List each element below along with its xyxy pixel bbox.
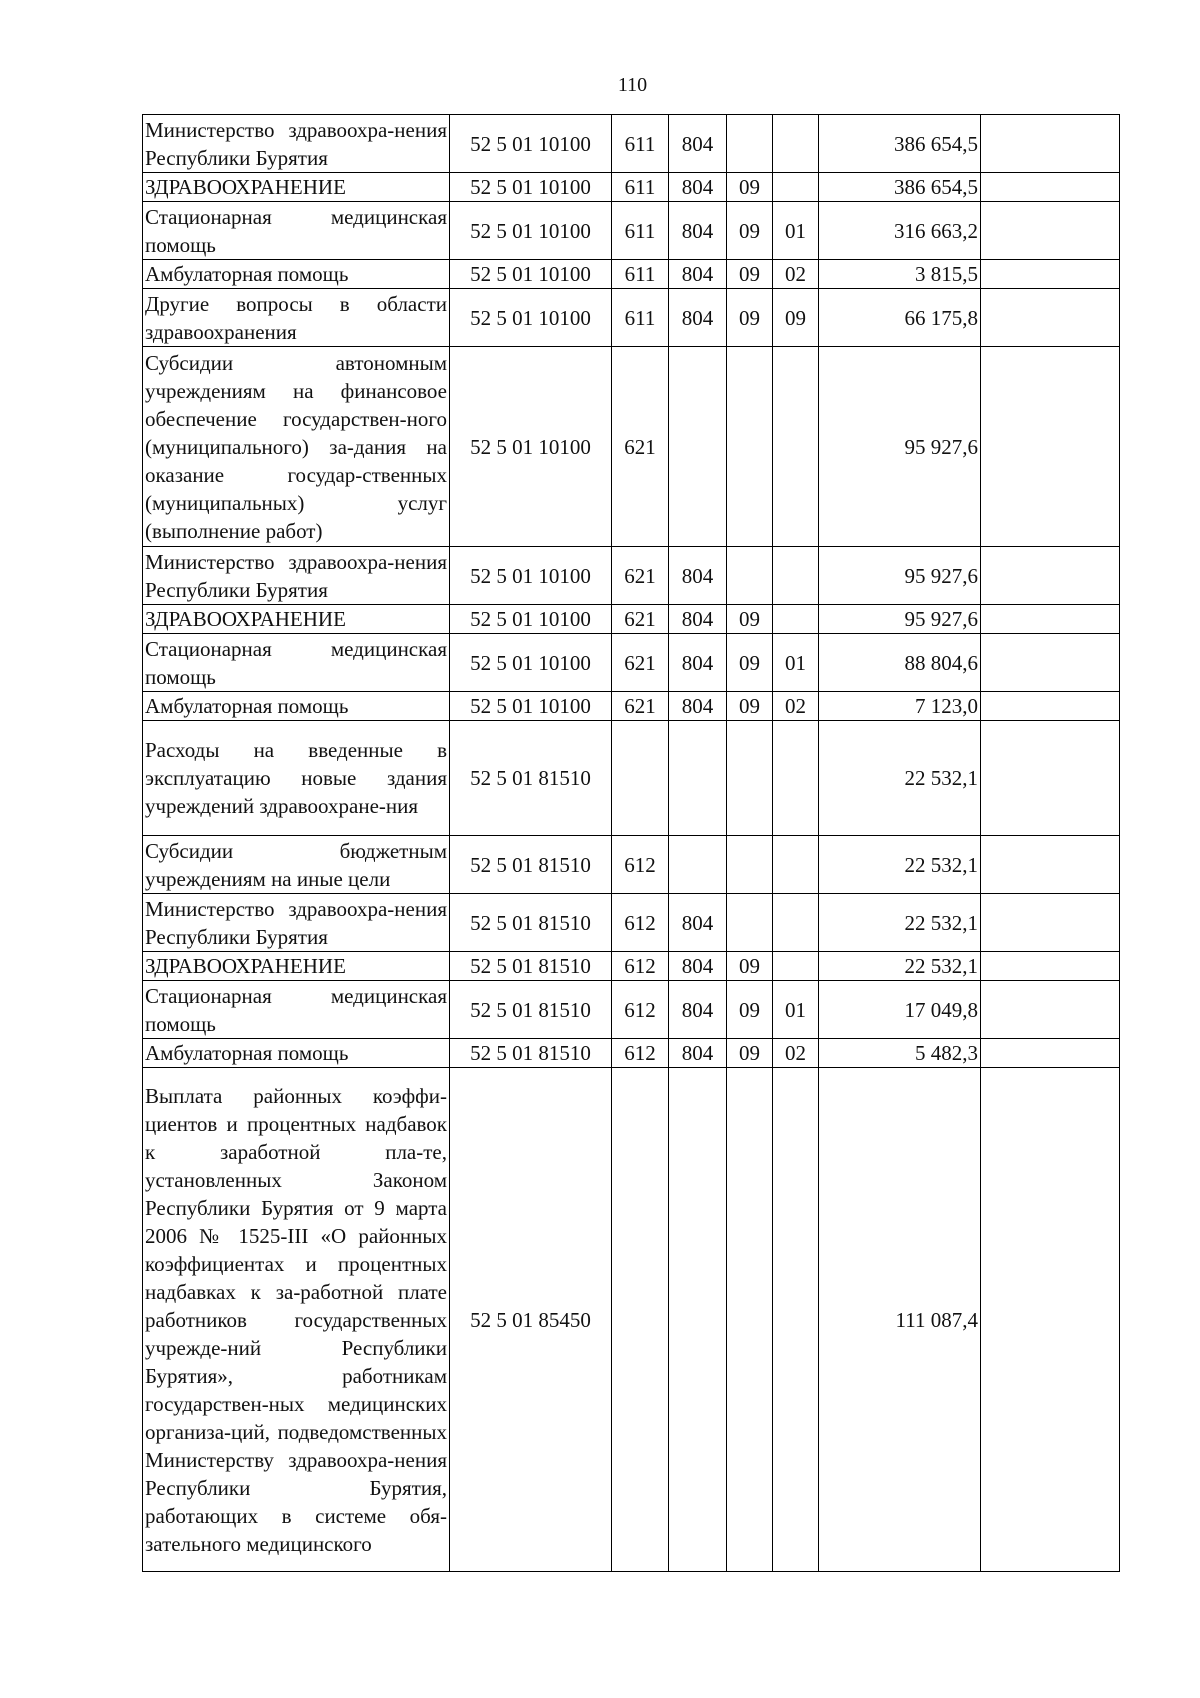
extra-cell bbox=[981, 547, 1120, 605]
table-row bbox=[143, 547, 1120, 605]
budget-table bbox=[142, 114, 1120, 1572]
table-row bbox=[143, 894, 1120, 952]
subsection-code: 02 bbox=[773, 260, 819, 289]
amount: 7 123,0 bbox=[819, 692, 981, 721]
row-name: Стационарная медицинская помощь bbox=[143, 634, 450, 692]
target-code: 52 5 01 81510 bbox=[450, 952, 612, 981]
extra-cell bbox=[981, 894, 1120, 952]
amount: 95 927,6 bbox=[819, 347, 981, 547]
target-code: 52 5 01 85450 bbox=[450, 1068, 612, 1572]
expense-type: 621 bbox=[612, 634, 669, 692]
section-code: 09 bbox=[727, 692, 773, 721]
table-row bbox=[143, 260, 1120, 289]
table-row bbox=[143, 347, 1120, 547]
section-code bbox=[727, 894, 773, 952]
amount: 22 532,1 bbox=[819, 836, 981, 894]
target-code: 52 5 01 10100 bbox=[450, 260, 612, 289]
section-code: 09 bbox=[727, 202, 773, 260]
table-row bbox=[143, 115, 1120, 173]
section-code bbox=[727, 836, 773, 894]
section-code bbox=[727, 721, 773, 836]
amount: 88 804,6 bbox=[819, 634, 981, 692]
table-row bbox=[143, 289, 1120, 347]
table-row bbox=[143, 634, 1120, 692]
row-name: Министерство здравоохра-нения Республики Бурятия bbox=[143, 547, 450, 605]
section-code bbox=[727, 115, 773, 173]
extra-cell bbox=[981, 347, 1120, 547]
row-name: Другие вопросы в области здравоохранения bbox=[143, 289, 450, 347]
target-code: 52 5 01 10100 bbox=[450, 634, 612, 692]
admin-code bbox=[669, 836, 727, 894]
admin-code: 804 bbox=[669, 692, 727, 721]
target-code: 52 5 01 10100 bbox=[450, 347, 612, 547]
subsection-code: 09 bbox=[773, 289, 819, 347]
subsection-code: 01 bbox=[773, 202, 819, 260]
target-code: 52 5 01 10100 bbox=[450, 289, 612, 347]
admin-code: 804 bbox=[669, 634, 727, 692]
row-name: Субсидии бюджетным учреждениям на иные цели bbox=[143, 836, 450, 894]
extra-cell bbox=[981, 115, 1120, 173]
extra-cell bbox=[981, 952, 1120, 981]
table-row bbox=[143, 1039, 1120, 1068]
target-code: 52 5 01 10100 bbox=[450, 692, 612, 721]
target-code: 52 5 01 10100 bbox=[450, 115, 612, 173]
target-code: 52 5 01 10100 bbox=[450, 202, 612, 260]
expense-type: 621 bbox=[612, 347, 669, 547]
subsection-code bbox=[773, 605, 819, 634]
extra-cell bbox=[981, 260, 1120, 289]
table-row bbox=[143, 952, 1120, 981]
extra-cell bbox=[981, 173, 1120, 202]
amount: 66 175,8 bbox=[819, 289, 981, 347]
extra-cell bbox=[981, 605, 1120, 634]
amount: 111 087,4 bbox=[819, 1068, 981, 1572]
admin-code: 804 bbox=[669, 289, 727, 347]
extra-cell bbox=[981, 1039, 1120, 1068]
target-code: 52 5 01 81510 bbox=[450, 981, 612, 1039]
row-name: Министерство здравоохра-нения Республики Бурятия bbox=[143, 894, 450, 952]
amount: 95 927,6 bbox=[819, 605, 981, 634]
admin-code: 804 bbox=[669, 173, 727, 202]
subsection-code bbox=[773, 347, 819, 547]
subsection-code bbox=[773, 952, 819, 981]
extra-cell bbox=[981, 1068, 1120, 1572]
row-name: Амбулаторная помощь bbox=[143, 260, 450, 289]
admin-code: 804 bbox=[669, 202, 727, 260]
row-name: ЗДРАВООХРАНЕНИЕ bbox=[143, 605, 450, 634]
admin-code: 804 bbox=[669, 1039, 727, 1068]
row-name: Субсидии автономным учреждениям на финансовое обеспечение государствен-ного (муниципального) за-дания на оказание государ-ственных (муниципальных) услуг (выполнение работ) bbox=[143, 347, 450, 547]
admin-code: 804 bbox=[669, 952, 727, 981]
target-code: 52 5 01 81510 bbox=[450, 836, 612, 894]
amount: 95 927,6 bbox=[819, 547, 981, 605]
expense-type: 611 bbox=[612, 115, 669, 173]
expense-type: 612 bbox=[612, 1039, 669, 1068]
extra-cell bbox=[981, 634, 1120, 692]
amount: 22 532,1 bbox=[819, 952, 981, 981]
subsection-code bbox=[773, 115, 819, 173]
subsection-code: 01 bbox=[773, 981, 819, 1039]
amount: 386 654,5 bbox=[819, 173, 981, 202]
table-row bbox=[143, 981, 1120, 1039]
admin-code: 804 bbox=[669, 894, 727, 952]
row-name: Амбулаторная помощь bbox=[143, 692, 450, 721]
subsection-code bbox=[773, 547, 819, 605]
amount: 22 532,1 bbox=[819, 721, 981, 836]
section-code: 09 bbox=[727, 634, 773, 692]
admin-code: 804 bbox=[669, 547, 727, 605]
subsection-code bbox=[773, 721, 819, 836]
admin-code bbox=[669, 347, 727, 547]
admin-code bbox=[669, 1068, 727, 1572]
admin-code bbox=[669, 721, 727, 836]
extra-cell bbox=[981, 836, 1120, 894]
section-code bbox=[727, 347, 773, 547]
section-code: 09 bbox=[727, 1039, 773, 1068]
admin-code: 804 bbox=[669, 115, 727, 173]
section-code: 09 bbox=[727, 289, 773, 347]
row-name: Стационарная медицинская помощь bbox=[143, 981, 450, 1039]
target-code: 52 5 01 10100 bbox=[450, 605, 612, 634]
amount: 22 532,1 bbox=[819, 894, 981, 952]
amount: 5 482,3 bbox=[819, 1039, 981, 1068]
section-code: 09 bbox=[727, 605, 773, 634]
subsection-code bbox=[773, 1068, 819, 1572]
table-row bbox=[143, 1068, 1120, 1572]
extra-cell bbox=[981, 721, 1120, 836]
expense-type: 612 bbox=[612, 952, 669, 981]
section-code bbox=[727, 547, 773, 605]
amount: 386 654,5 bbox=[819, 115, 981, 173]
expense-type: 612 bbox=[612, 981, 669, 1039]
table-row bbox=[143, 721, 1120, 836]
table-row bbox=[143, 173, 1120, 202]
target-code: 52 5 01 81510 bbox=[450, 721, 612, 836]
target-code: 52 5 01 10100 bbox=[450, 173, 612, 202]
subsection-code: 02 bbox=[773, 692, 819, 721]
expense-type: 611 bbox=[612, 173, 669, 202]
extra-cell bbox=[981, 981, 1120, 1039]
row-name: Министерство здравоохра-нения Республики Бурятия bbox=[143, 115, 450, 173]
table-row bbox=[143, 692, 1120, 721]
amount: 17 049,8 bbox=[819, 981, 981, 1039]
expense-type bbox=[612, 721, 669, 836]
extra-cell bbox=[981, 202, 1120, 260]
row-name: Выплата районных коэффи-циентов и процентных надбавок к заработной пла-те, установленных Законом Республики Бурятия от 9 марта 2006 № 1525-III «О районных коэффициентах и процентных надбавках к за-работной плате работников государственных учрежде-ний Республики Бурятия», работникам государствен-ных медицинских организа-ций, подведомственных Министерству здравоохра-нения Республики Бурятия, работающих в системе обя-зательного медицинского bbox=[143, 1068, 450, 1572]
row-name: ЗДРАВООХРАНЕНИЕ bbox=[143, 173, 450, 202]
target-code: 52 5 01 10100 bbox=[450, 547, 612, 605]
amount: 3 815,5 bbox=[819, 260, 981, 289]
expense-type: 612 bbox=[612, 894, 669, 952]
extra-cell bbox=[981, 289, 1120, 347]
expense-type: 611 bbox=[612, 260, 669, 289]
expense-type: 621 bbox=[612, 605, 669, 634]
row-name: Стационарная медицинская помощь bbox=[143, 202, 450, 260]
row-name: Амбулаторная помощь bbox=[143, 1039, 450, 1068]
section-code bbox=[727, 1068, 773, 1572]
extra-cell bbox=[981, 692, 1120, 721]
table-row bbox=[143, 202, 1120, 260]
expense-type bbox=[612, 1068, 669, 1572]
target-code: 52 5 01 81510 bbox=[450, 1039, 612, 1068]
expense-type: 611 bbox=[612, 202, 669, 260]
subsection-code bbox=[773, 836, 819, 894]
page-number: 110 bbox=[617, 74, 648, 96]
subsection-code: 01 bbox=[773, 634, 819, 692]
section-code: 09 bbox=[727, 260, 773, 289]
row-name: ЗДРАВООХРАНЕНИЕ bbox=[143, 952, 450, 981]
expense-type: 611 bbox=[612, 289, 669, 347]
target-code: 52 5 01 81510 bbox=[450, 894, 612, 952]
subsection-code: 02 bbox=[773, 1039, 819, 1068]
subsection-code bbox=[773, 894, 819, 952]
expense-type: 612 bbox=[612, 836, 669, 894]
row-name: Расходы на введенные в эксплуатацию новые здания учреждений здравоохране-ния bbox=[143, 721, 450, 836]
section-code: 09 bbox=[727, 981, 773, 1039]
expense-type: 621 bbox=[612, 692, 669, 721]
admin-code: 804 bbox=[669, 260, 727, 289]
subsection-code bbox=[773, 173, 819, 202]
amount: 316 663,2 bbox=[819, 202, 981, 260]
section-code: 09 bbox=[727, 952, 773, 981]
table-row bbox=[143, 836, 1120, 894]
admin-code: 804 bbox=[669, 981, 727, 1039]
section-code: 09 bbox=[727, 173, 773, 202]
expense-type: 621 bbox=[612, 547, 669, 605]
admin-code: 804 bbox=[669, 605, 727, 634]
table-row bbox=[143, 605, 1120, 634]
